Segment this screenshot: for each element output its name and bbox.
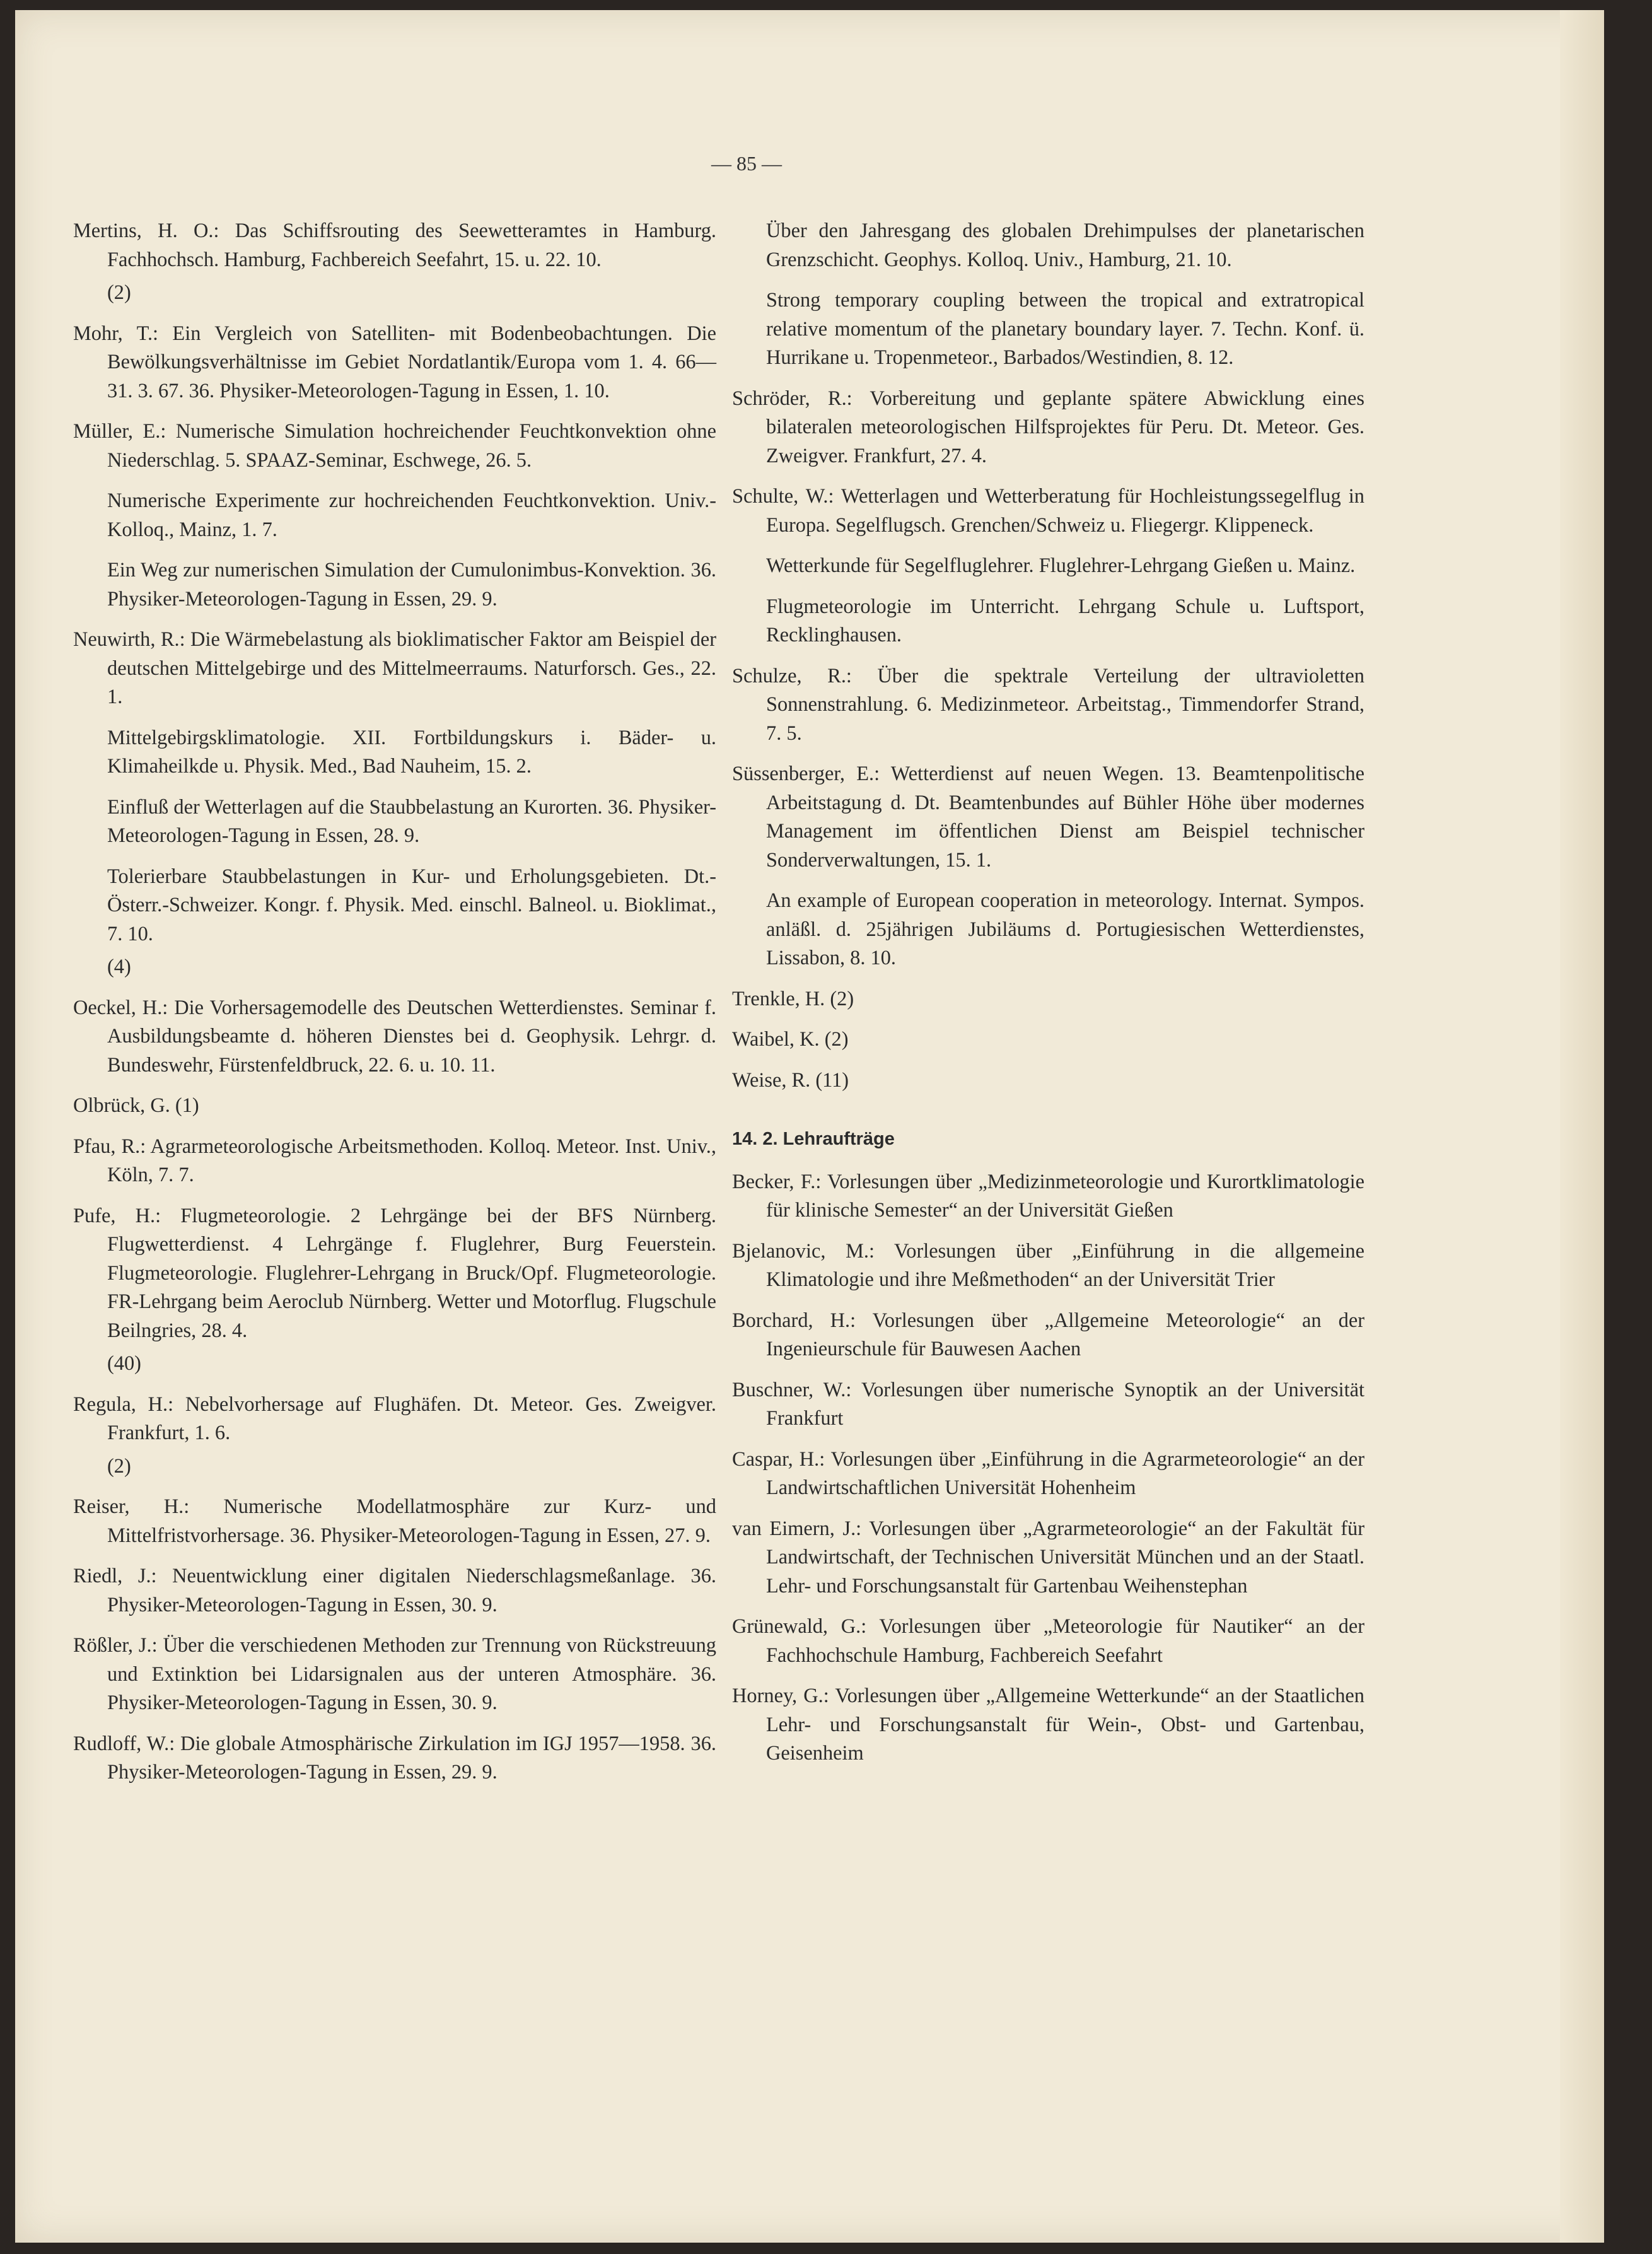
sub-entry: Tolerierbare Staubbelastungen in Kur- und Erholungsgebieten. Dt.-Österr.-Schweizer. Kongr. f. Physik. Med. einschl. Balneol. u. Bioklimat., 7. 10. (107, 865, 716, 945)
bibliography-entry: Trenkle, H. (2) (732, 987, 854, 1010)
bibliography-entry: Buschner, W.: Vorlesungen über numerische Synoptik an der Universität Frankfurt (732, 1378, 1364, 1430)
bibliography-entry: Schulze, R.: Über die spektrale Verteilung der ultravioletten Sonnenstrahlung. 6. Medizinmeteor. Arbeitstag., Timmendorfer Strand, 7. 5. (732, 664, 1364, 745)
bibliography-entry: Grünewald, G.: Vorlesungen über „Meteorologie für Nautiker“ an der Fachhochschule Hamburg, Fachbereich Seefahrt (732, 1615, 1364, 1667)
page-number: — 85 — (711, 152, 782, 175)
sub-entry: Ein Weg zur numerischen Simulation der Cumulonimbus-Konvektion. 36. Physiker-Meteorologen-Tagung in Essen, 29. 9. (107, 559, 716, 610)
bibliography-entry: van Eimern, J.: Vorlesungen über „Agrarmeteorologie“ an der Fakultät für Landwirtschaft, der Technischen Universität München und an der Staatl. Lehr- und Forschungsanstalt für Gartenbau Weihenstephan (732, 1517, 1364, 1597)
bibliography-entry: Neuwirth, R.: Die Wärmebelastung als bioklimatischer Faktor am Beispiel der deutschen Mittelgebirge und des Mittelmeerraums. Naturforsch. Ges., 22. 1. (73, 628, 716, 708)
sub-entry: Flugmeteorologie im Unterricht. Lehrgang Schule u. Luftsport, Recklinghausen. (766, 595, 1364, 646)
bibliography-entry: Reiser, H.: Numerische Modellatmosphäre zur Kurz- und Mittelfristvorhersage. 36. Physiker-Meteorologen-Tagung in Essen, 27. 9. (73, 1495, 716, 1547)
bibliography-entry: Riedl, J.: Neuentwicklung einer digitalen Niederschlagsmeßanlage. 36. Physiker-Meteorologen-Tagung in Essen, 30. 9. (73, 1565, 716, 1616)
bibliography-entry: Olbrück, G. (1) (73, 1094, 199, 1117)
bibliography-entry: Rößler, J.: Über die verschiedenen Methoden zur Trennung von Rückstreuung und Extinktion bei Lidarsignalen aus der unteren Atmosphäre. 36. Physiker-Meteorologen-Tagung in Essen, 30. 9. (73, 1634, 716, 1714)
bibliography-entry: Rudloff, W.: Die globale Atmosphärische Zirkulation im IGJ 1957—1958. 36. Physiker-Meteorologen-Tagung in Essen, 29. 9. (73, 1732, 716, 1784)
section-heading: 14. 2. Lehraufträge (732, 1129, 895, 1149)
bibliography-entry: Regula, H.: Nebelvorhersage auf Flughäfen. Dt. Meteor. Ges. Zweigver. Frankfurt, 1. 6. (73, 1393, 716, 1444)
sub-entry: An example of European cooperation in meteorology. Internat. Sympos. anläßl. d. 25jährigen Jubiläums d. Portugiesischen Wetterdienstes, Lissabon, 8. 10. (766, 889, 1364, 969)
bibliography-entry: Weise, R. (11) (732, 1068, 849, 1092)
page-edge (1560, 10, 1604, 2243)
entry-count: (2) (107, 281, 131, 304)
bibliography-entry: Mertins, H. O.: Das Schiffsrouting des Seewetteramtes in Hamburg. Fachhochsch. Hamburg, Fachbereich Seefahrt, 15. u. 22. 10. (73, 219, 716, 271)
sub-entry: Wetterkunde für Segelfluglehrer. Fluglehrer-Lehrgang Gießen u. Mainz. (766, 554, 1356, 577)
bibliography-entry: Müller, E.: Numerische Simulation hochreichender Feuchtkonvektion ohne Niederschlag. 5. SPAAZ-Seminar, Eschwege, 26. 5. (73, 420, 716, 472)
bibliography-entry: Horney, G.: Vorlesungen über „Allgemeine Wetterkunde“ an der Staatlichen Lehr- und Forschungsanstalt für Wein-, Obst- und Gartenbau, Geisenheim (732, 1685, 1364, 1765)
right-column (732, 217, 1364, 1780)
bibliography-entry: Pufe, H.: Flugmeteorologie. 2 Lehrgänge bei der BFS Nürnberg. Flugwetterdienst. 4 Lehrgänge f. Fluglehrer, Burg Feuerstein. Flugmeteorologie. Fluglehrer-Lehrgang in Bruck/Opf. Flugmeteorologie. FR-Lehrgang beim Aeroclub Nürnberg. Wetter und Motorflug. Flugschule Beilngries, 28. 4. (73, 1204, 716, 1342)
bibliography-entry: Mohr, T.: Ein Vergleich von Satelliten- mit Bodenbeobachtungen. Die Bewölkungsverhältnisse im Gebiet Nordatlantik/Europa vom 1. 4. 66—31. 3. 67. 36. Physiker-Meteorologen-Tagung in Essen, 1. 10. (73, 322, 716, 402)
entry-count: (4) (107, 955, 131, 978)
bibliography-entry: Caspar, H.: Vorlesungen über „Einführung in die Agrarmeteorologie“ an der Landwirtschaftlichen Universität Hohenheim (732, 1447, 1364, 1499)
bibliography-entry: Oeckel, H.: Die Vorhersagemodelle des Deutschen Wetterdienstes. Seminar f. Ausbildungsbeamte d. höheren Dienstes bei d. Geophysik. Lehrgr. d. Bundeswehr, Fürstenfeldbruck, 22. 6. u. 10. 11. (73, 996, 716, 1077)
bibliography-entry: Becker, F.: Vorlesungen über „Medizinmeteorologie und Kurortklimatologie für klinische Semester“ an der Universität Gießen (732, 1170, 1364, 1222)
sub-entry: Strong temporary coupling between the tropical and extratropical relative momentum of the planetary boundary layer. 7. Techn. Konf. ü. Hurrikane u. Tropenmeteor., Barbados/Westindien, 8. 12. (766, 289, 1364, 369)
sub-entry: Mittelgebirgsklimatologie. XII. Fortbildungskurs i. Bäder- u. Klimaheilkde u. Physik. Med., Bad Nauheim, 15. 2. (107, 726, 716, 778)
sub-entry: Einfluß der Wetterlagen auf die Staubbelastung an Kurorten. 36. Physiker-Meteorologen-Tagung in Essen, 28. 9. (107, 795, 716, 847)
entry-count: (2) (107, 1454, 131, 1478)
sub-entry: Über den Jahresgang des globalen Drehimpulses der planetarischen Grenzschicht. Geophys. Kolloq. Univ., Hamburg, 21. 10. (766, 219, 1364, 271)
bibliography-entry: Waibel, K. (2) (732, 1028, 849, 1051)
document-page (15, 10, 1604, 2243)
sub-entry: Numerische Experimente zur hochreichenden Feuchtkonvektion. Univ.-Kolloq., Mainz, 1. 7. (107, 489, 716, 541)
bibliography-entry: Borchard, H.: Vorlesungen über „Allgemeine Meteorologie“ an der Ingenieurschule für Bauwesen Aachen (732, 1309, 1364, 1360)
bibliography-entry: Schulte, W.: Wetterlagen und Wetterberatung für Hochleistungssegelflug in Europa. Segelflugsch. Grenchen/Schweiz u. Fliegergr. Klippeneck. (732, 485, 1364, 537)
bibliography-entry: Bjelanovic, M.: Vorlesungen über „Einführung in die allgemeine Klimatologie und ihre Meßmethoden“ an der Universität Trier (732, 1239, 1364, 1291)
left-column (73, 217, 716, 1799)
entry-count: (40) (107, 1352, 141, 1375)
bibliography-entry: Schröder, R.: Vorbereitung und geplante spätere Abwicklung eines bilateralen meteorologischen Hilfsprojektes für Peru. Dt. Meteor. Ges. Zweigver. Frankfurt, 27. 4. (732, 387, 1364, 467)
bibliography-entry: Pfau, R.: Agrarmeteorologische Arbeitsmethoden. Kolloq. Meteor. Inst. Univ., Köln, 7. 7. (73, 1135, 716, 1186)
bibliography-entry: Süssenberger, E.: Wetterdienst auf neuen Wegen. 13. Beamtenpolitische Arbeitstagung d. Dt. Beamtenbundes auf Bühler Höhe über modernes Management im öffentlichen Dienst am Beispiel technischer Sonderverwaltungen, 15. 1. (732, 762, 1364, 872)
